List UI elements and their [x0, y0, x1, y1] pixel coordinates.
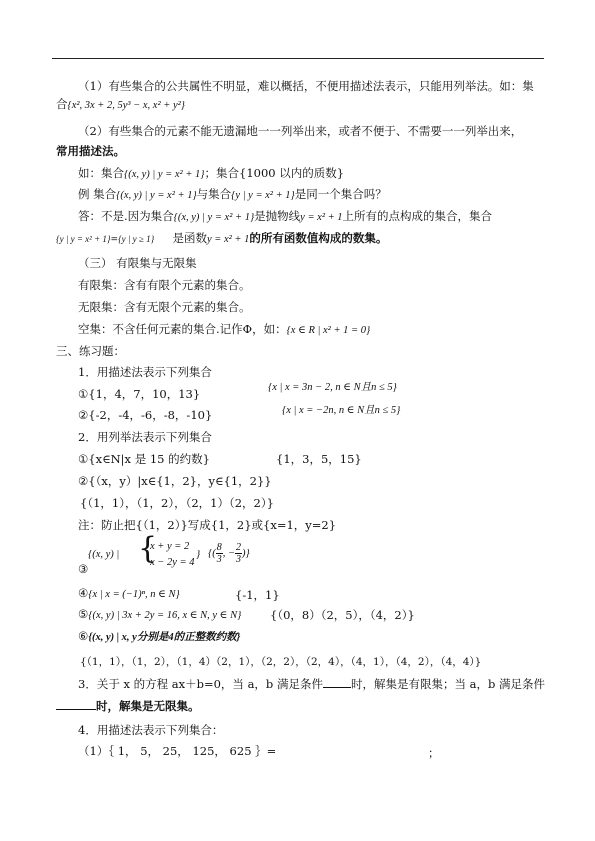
question-mid: 与集合 — [196, 187, 232, 201]
q2-note: 注：防止把{（1，2）}写成{1，2}或{x=1，y=2} — [78, 518, 337, 532]
q3-line-2 — [56, 699, 200, 713]
example-primes: ；集合{1000 以内的质数} — [204, 166, 345, 180]
q2-item-5-set: {(x, y) | 3x + 2y = 16, x ∈ N, y ∈ N} — [88, 610, 242, 621]
q3-blank-1[interactable] — [323, 677, 351, 688]
answer-line-1 — [78, 209, 492, 225]
answer-set-ge: {y | y ≥ 1} — [118, 234, 155, 244]
q2-item-3-set-suffix: } — [196, 549, 201, 560]
q1-title: 1．用描述法表示下列集合 — [78, 365, 212, 379]
q3-blank-2[interactable] — [56, 699, 96, 710]
question-set-1: {(x, y) | y = x² + 1} — [116, 190, 197, 201]
question-label: 例 集合 — [78, 187, 117, 201]
q1-item-1-answer: {x | x = 3n − 2, n ∈ N且n ≤ 5} — [268, 382, 397, 393]
q2-item-1-answer: {1，3，5，15} — [276, 452, 362, 466]
q2-item-2-answer: {（1，1），（1，2），（2，1）（2，2）} — [80, 496, 274, 510]
finite-set-def: 有限集：含有有限个元素的集合。 — [78, 278, 251, 292]
q2-item-4-set: {x | x = (−1)ⁿ, n ∈ N} — [88, 589, 180, 600]
answer-part-2: 是抛物线 — [254, 209, 301, 223]
question-line — [78, 187, 387, 203]
fraction-numerator: 8 — [216, 542, 222, 553]
system-equation-1: x + y = 2 — [150, 541, 190, 552]
para-1-line-2 — [56, 97, 185, 113]
q2-item-3-answer — [208, 542, 250, 565]
fraction-numerator: 2 — [236, 542, 242, 553]
q2-item-6-set: {(x, y) | x, y分别是4的正整数约数} — [88, 632, 241, 643]
q2-item-6-line — [78, 629, 240, 645]
answer-set-y: {y | y = x² + 1} — [56, 234, 111, 244]
q2-item-3-set-prefix: {(x, y) | — [88, 549, 120, 560]
answer-part-4: 是函数 — [172, 231, 207, 245]
para-1-lead: 合 — [56, 97, 68, 111]
q2-title: 2．用列举法表示下列集合 — [78, 430, 212, 444]
q4-item-1-end: ； — [428, 746, 440, 760]
q3-part-2: 时，解集是有限集；当 a，b 满足条件 — [350, 677, 545, 691]
q2-item-6-marker: ⑥ — [78, 629, 89, 643]
empty-set-line — [78, 322, 370, 338]
answer-set-1: {(x, y) | y = x² + 1} — [173, 212, 255, 223]
q2-item-4-line — [78, 586, 180, 602]
system-brace: { — [138, 531, 158, 566]
q2-item-4-answer: {-1，1} — [235, 588, 280, 602]
q2-item-6-answer: {（1，1），（1，2），（1，4）（2，1），（2，2），（2，4），（4，1），（4，2），（4，4）} — [80, 656, 482, 668]
system-equation-2: x − 2y = 4 — [150, 557, 195, 568]
example-label: 如：集合 — [78, 166, 124, 180]
section-3-heading: （三） 有限集与无限集 — [78, 256, 197, 270]
q2-item-5-line — [78, 607, 241, 623]
para-2-line-1: （2）有些集合的元素不能无遗漏地一一列举出来，或者不便于、不需要一一列举出来， — [78, 124, 523, 138]
fraction-denominator: 3 — [216, 554, 222, 565]
header-rule — [52, 58, 544, 59]
q2-item-3-marker: ③ — [78, 562, 89, 576]
q2-item-1: ①{x∈N|x 是 15 的约数} — [78, 452, 210, 466]
para-1-line-1: （1）有些集合的公共属性不明显，难以概括，不便用描述法表示，只能用列举法。如：集 — [78, 79, 534, 93]
q2-item-4-marker: ④ — [78, 586, 89, 600]
set-example-math: {x², 3x + 2, 5y³ − x, x² + y²} — [67, 100, 185, 111]
q1-item-2: ②{-2，-4，-6，-8，-10} — [78, 408, 213, 422]
q2-item-2: ②{（x，y）|x∈{1，2}，y∈{1，2}} — [78, 474, 272, 488]
q4-title: 4．用描述法表示下列集合： — [78, 723, 224, 737]
fraction-8-3 — [216, 542, 223, 565]
exercises-title: 三、练习题： — [56, 344, 125, 358]
answer-part-5: 的所有函数值构成的数集。 — [249, 231, 388, 245]
q3-part-1: 3．关于 x 的方程 ax＋b=0，当 a，b 满足条件 — [78, 677, 323, 691]
q3-part-3: 时，解集是无限集。 — [96, 699, 200, 713]
answer-eq: = — [110, 235, 119, 245]
q3-line-1 — [78, 677, 545, 691]
empty-set-math: {x ∈ R | x² + 1 = 0} — [286, 325, 371, 336]
fraction-denominator: 3 — [236, 554, 242, 565]
q2-item-5-answer: {（0，8）（2，5），（4，2）} — [270, 608, 415, 622]
empty-set-def: 空集：不含任何元素的集合.记作Φ，如： — [78, 322, 287, 336]
example-line — [78, 166, 344, 182]
q4-item-1: （1）｛ 1， 5， 25， 125， 625 ｝= — [78, 744, 277, 758]
answer-comma: , − — [222, 547, 236, 559]
fraction-2-3 — [235, 542, 242, 565]
answer-function: y = x² + 1 — [206, 234, 250, 245]
answer-open: {( — [208, 547, 216, 559]
q1-item-1: ①{1，4，7，10，13} — [78, 387, 201, 401]
para-2-line-2: 常用描述法。 — [56, 144, 125, 158]
q2-item-5-marker: ⑤ — [78, 607, 89, 621]
answer-close: )} — [242, 547, 250, 559]
answer-part-3: 上所有的点构成的集合，集合 — [342, 209, 493, 223]
question-tail: 是同一个集合吗？ — [294, 187, 387, 201]
q1-item-2-answer: {x | x = −2n, n ∈ N且n ≤ 5} — [282, 405, 401, 416]
answer-part-1: 答：不是.因为集合 — [78, 209, 174, 223]
infinite-set-def: 无限集：含有无限个元素的集合。 — [78, 300, 251, 314]
answer-parabola: y = x² + 1 — [300, 212, 343, 223]
answer-line-2 — [56, 231, 387, 247]
example-set-math: {(x, y) | y = x² + 1} — [124, 169, 205, 180]
question-set-2: {y | y = x² + 1} — [231, 190, 295, 201]
